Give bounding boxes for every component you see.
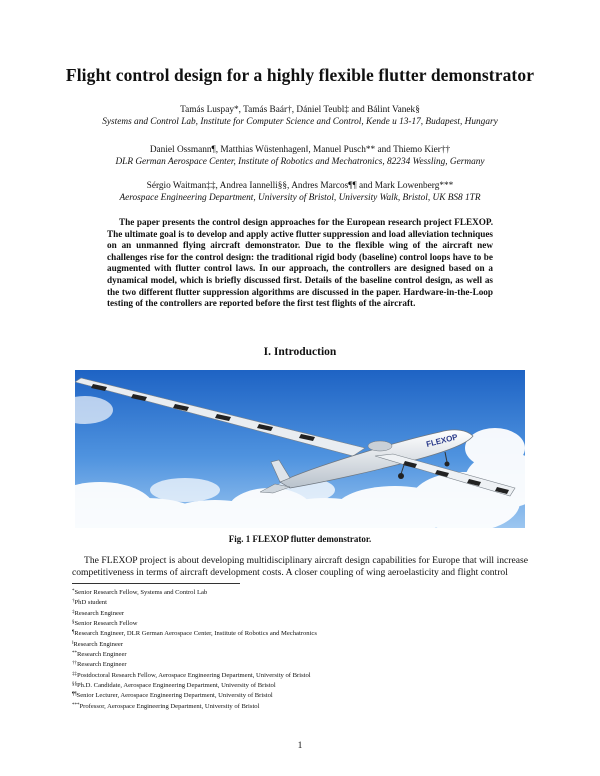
figure-flexop-photo <box>75 370 525 528</box>
figure-caption: Fig. 1 FLEXOP flutter demonstrator. <box>228 534 372 544</box>
author-line-3: Sérgio Waitman‡‡, Andrea Iannelli§§, Andres Marcos¶¶ and Mark Lowenberg*** <box>146 181 454 191</box>
footnote-item: ‡Research Engineer <box>72 609 125 617</box>
footnote-item: §§Ph.D. Candidate, Aerospace Engineering Department, University of Bristol <box>72 682 276 690</box>
footnote-item: ‖Research Engineer <box>72 640 124 648</box>
footnote-item: **Research Engineer <box>72 651 127 659</box>
aircraft-label: FLEXOP <box>425 432 459 449</box>
footnote-item: ‡‡Postdoctoral Research Fellow, Aerospace Engineering Department, University of Bristol <box>72 671 311 679</box>
footnote-item: §Senior Research Fellow <box>72 620 138 628</box>
paper-title: Flight control design for a highly flexible flutter demonstrator <box>65 65 535 85</box>
footnote-item: ¶¶Senior Lecturer, Aerospace Engineering Department, University of Bristol <box>72 692 273 700</box>
section-heading: I. Introduction <box>263 346 337 358</box>
affiliation-1: Systems and Control Lab, Institute for Computer Science and Control, Kende u 13-17, Budapest, Hungary <box>102 117 498 127</box>
affiliation-2: DLR German Aerospace Center, Institute of Robotics and Mechatronics, 82234 Wessling, Germany <box>115 157 485 167</box>
footnote-item: ††Research Engineer <box>72 661 127 669</box>
footnotes <box>72 587 528 711</box>
footnote-divider <box>72 583 240 584</box>
footnote-item: ***Professor, Aerospace Engineering Department, University of Bristol <box>72 702 260 710</box>
footnote-item: ¶Research Engineer, DLR German Aerospace Center, Institute of Robotics and Mechatronics <box>72 630 317 638</box>
footnote-item: *Senior Research Fellow, Systems and Control Lab <box>72 589 208 596</box>
introduction-paragraph: The FLEXOP project is about developing multidisciplinary aircraft design capabilities for Europe that will increase competitiveness in terms of aircraft development costs. A closer coupling of wing aeroelasticity and flight control <box>72 555 528 578</box>
page-number: 1 <box>297 741 303 751</box>
author-line-2: Daniel Ossmann¶, Matthias Wüstenhagen‖, Manuel Pusch** and Thiemo Kier†† <box>149 145 451 155</box>
footnote-item: †PhD student <box>72 599 107 607</box>
author-line-1: Tamás Luspay*, Tamás Baár†, Dániel Teubl‡ and Bálint Vanek§ <box>180 105 420 115</box>
abstract: The paper presents the control design approaches for the European research project FLEXOP. The ultimate goal is to develop and apply active flutter suppression and load alleviation techniques on an unmanned flying aircraft demonstrator. Due to the flexible wing of the aircraft new challenges rise for the control design: the traditional rigid body (baseline) control loops have to be augmented with flutter control laws. In our approach, the controllers are designed based on a dynamical model, which is briefly discussed first. Details of the baseline control design, as well as the two different flutter suppression algorithms are discussed in the paper. Hardware-in-the-Loop testing of the controllers are reported before the first test flights of the aircraft. <box>107 217 493 309</box>
affiliation-3: Aerospace Engineering Department, University of Bristol, University Walk, Bristol, UK BS8 1TR <box>119 193 481 203</box>
